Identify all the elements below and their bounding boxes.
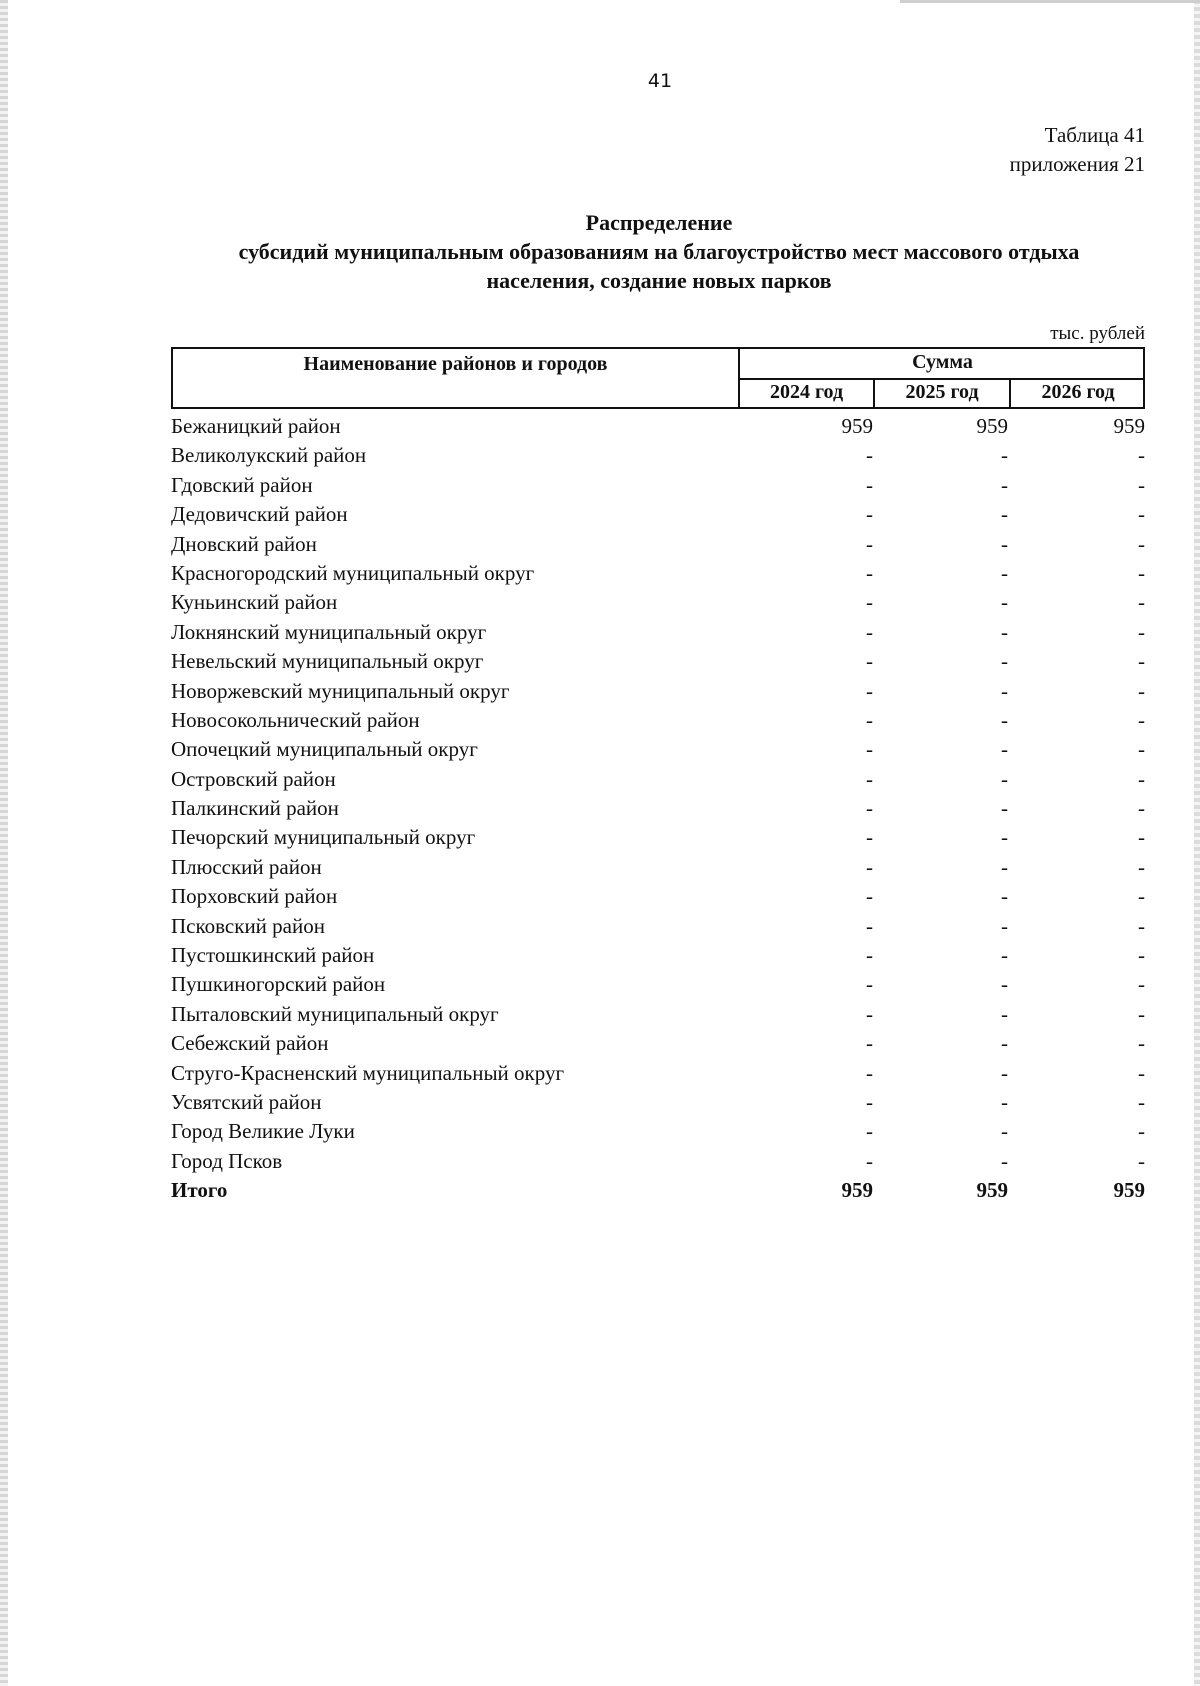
value-2025: - (1001, 1060, 1008, 1085)
district-name: Бежаницкий район (171, 414, 341, 438)
value-2025: - (1001, 825, 1008, 850)
table-row (171, 588, 1145, 617)
table-row (171, 1029, 1145, 1058)
table-ref-line2: приложения 21 (1009, 152, 1145, 176)
value-2026: - (1138, 943, 1145, 968)
table-row (171, 735, 1145, 764)
value-2025: - (1001, 854, 1008, 879)
value-2025: - (1001, 737, 1008, 762)
table-row (171, 794, 1145, 823)
document-title (170, 208, 1148, 295)
value-2026: - (1138, 472, 1145, 497)
value-2025: - (1001, 590, 1008, 615)
table-row (171, 471, 1145, 500)
table-ref-line1: Таблица 41 (1044, 123, 1145, 147)
district-name: Итого (171, 1178, 228, 1203)
value-2026: - (1138, 590, 1145, 615)
value-2024: 959 (841, 414, 873, 438)
value-2024: - (866, 825, 873, 850)
district-name: Город Псков (171, 1148, 283, 1173)
value-2026: - (1138, 1060, 1145, 1085)
title-line2: субсидий муниципальным образованиям на благоустройство мест массового отдыха (238, 239, 1080, 264)
table-row (171, 1000, 1145, 1029)
district-name: Плюсский район (171, 854, 322, 879)
district-name: Струго-Красненский муниципальный округ (171, 1060, 565, 1085)
value-2024: - (866, 854, 873, 879)
value-2024: - (866, 502, 873, 527)
district-name: Палкинский район (171, 796, 339, 821)
value-2026: 959 (1113, 414, 1145, 438)
value-2024: - (866, 1060, 873, 1085)
scan-edge-top (900, 0, 1200, 3)
value-2024: - (866, 678, 873, 703)
title-line1: Распределение (585, 210, 733, 235)
district-name: Новосокольнический район (171, 707, 420, 732)
header-divider-sum (738, 378, 1145, 380)
table-row (171, 412, 1145, 441)
value-2026: - (1138, 1031, 1145, 1056)
value-2024: - (866, 649, 873, 674)
table-row (171, 618, 1145, 647)
value-2024: - (866, 1089, 873, 1114)
header-name-column: Наименование районов и городов (303, 353, 608, 375)
value-2024: - (866, 707, 873, 732)
header-year-2025: 2025 год (905, 381, 979, 403)
table-row (171, 441, 1145, 470)
district-name: Островский район (171, 766, 336, 791)
value-2025: - (1001, 443, 1008, 468)
value-2025: - (1001, 531, 1008, 556)
value-2026: - (1138, 766, 1145, 791)
value-2024: - (866, 766, 873, 791)
table-row (171, 882, 1145, 911)
total-row (171, 1176, 1145, 1205)
district-name: Себежский район (171, 1031, 329, 1056)
value-2025: - (1001, 649, 1008, 674)
value-2024: - (866, 1001, 873, 1026)
value-2024: - (866, 913, 873, 938)
table-row (171, 706, 1145, 735)
value-2024: - (866, 1148, 873, 1173)
value-2024: - (866, 472, 873, 497)
table-row (171, 765, 1145, 794)
table-header (171, 347, 1145, 409)
value-2024: - (866, 443, 873, 468)
value-2024: - (866, 1031, 873, 1056)
value-2025: - (1001, 1089, 1008, 1114)
value-2024: - (866, 590, 873, 615)
value-2024: - (866, 972, 873, 997)
district-name: Пыталовский муниципальный округ (171, 1001, 499, 1026)
title-line3: населения, создание новых парков (486, 268, 832, 293)
value-2025: 959 (976, 1178, 1008, 1203)
district-name: Псковский район (171, 913, 325, 938)
value-2025: - (1001, 943, 1008, 968)
value-2025: - (1001, 972, 1008, 997)
value-2026: - (1138, 531, 1145, 556)
value-2025: - (1001, 1031, 1008, 1056)
value-2025: - (1001, 796, 1008, 821)
table-row (171, 1147, 1145, 1176)
value-2026: - (1138, 443, 1145, 468)
value-2025: - (1001, 1119, 1008, 1144)
district-name: Усвятский район (171, 1089, 322, 1114)
value-2026: - (1138, 678, 1145, 703)
value-2026: - (1138, 913, 1145, 938)
value-2024: - (866, 796, 873, 821)
value-2024: - (866, 737, 873, 762)
value-2026: - (1138, 1089, 1145, 1114)
table-row (171, 1117, 1145, 1146)
district-name: Пушкиногорский район (171, 972, 386, 997)
value-2026: 959 (1113, 1178, 1145, 1203)
value-2025: - (1001, 1001, 1008, 1026)
value-2024: - (866, 560, 873, 585)
value-2024: - (866, 884, 873, 909)
table-row (171, 1059, 1145, 1088)
value-2026: - (1138, 707, 1145, 732)
value-2025: - (1001, 472, 1008, 497)
value-2024: - (866, 1119, 873, 1144)
value-2024: - (866, 943, 873, 968)
table-row (171, 853, 1145, 882)
value-2026: - (1138, 854, 1145, 879)
table-row (171, 559, 1145, 588)
value-2026: - (1138, 502, 1145, 527)
value-2024: - (866, 619, 873, 644)
district-name: Пустошкинский район (171, 943, 375, 968)
table-row (171, 1088, 1145, 1117)
table-row (171, 823, 1145, 852)
district-name: Опочецкий муниципальный округ (171, 737, 478, 762)
value-2026: - (1138, 560, 1145, 585)
district-name: Гдовский район (171, 472, 313, 497)
value-2025: - (1001, 1148, 1008, 1173)
value-2024: 959 (841, 1178, 873, 1203)
value-2025: - (1001, 707, 1008, 732)
value-2025: - (1001, 884, 1008, 909)
value-2024: - (866, 531, 873, 556)
scan-edge-right (1194, 0, 1200, 1686)
value-2026: - (1138, 1001, 1145, 1026)
value-2025: - (1001, 619, 1008, 644)
table-row (171, 647, 1145, 676)
district-name: Невельский муниципальный округ (171, 649, 484, 674)
table-body (171, 412, 1145, 1206)
value-2026: - (1138, 825, 1145, 850)
value-2026: - (1138, 737, 1145, 762)
value-2026: - (1138, 1148, 1145, 1173)
header-sum-group: Сумма (912, 351, 973, 373)
value-2025: - (1001, 502, 1008, 527)
district-name: Дедовичский район (171, 502, 348, 527)
header-year-2026: 2026 год (1041, 381, 1115, 403)
district-name: Куньинский район (171, 590, 338, 615)
district-name: Локнянский муниципальный округ (171, 619, 487, 644)
table-row (171, 530, 1145, 559)
district-name: Город Великие Луки (171, 1119, 355, 1144)
value-2026: - (1138, 796, 1145, 821)
district-name: Порховский район (171, 884, 338, 909)
table-row (171, 912, 1145, 941)
value-2026: - (1138, 972, 1145, 997)
value-2025: 959 (976, 414, 1008, 438)
district-name: Печорский муниципальный округ (171, 825, 476, 850)
value-2025: - (1001, 678, 1008, 703)
value-2026: - (1138, 619, 1145, 644)
table-row (171, 941, 1145, 970)
value-2025: - (1001, 913, 1008, 938)
header-year-2024: 2024 год (769, 381, 844, 403)
table-row (171, 500, 1145, 529)
value-2025: - (1001, 560, 1008, 585)
value-2026: - (1138, 884, 1145, 909)
district-name: Великолукский район (171, 443, 367, 468)
scan-edge-left (0, 0, 8, 1686)
page-number: 41 (647, 70, 673, 92)
table-row (171, 677, 1145, 706)
value-2026: - (1138, 1119, 1145, 1144)
district-name: Новоржевский муниципальный округ (171, 678, 510, 703)
table-row (171, 970, 1145, 999)
value-2026: - (1138, 649, 1145, 674)
district-name: Красногородский муниципальный округ (171, 560, 535, 585)
district-name: Дновский район (171, 531, 317, 556)
value-2025: - (1001, 766, 1008, 791)
units-label: тыс. рублей (1050, 323, 1145, 344)
